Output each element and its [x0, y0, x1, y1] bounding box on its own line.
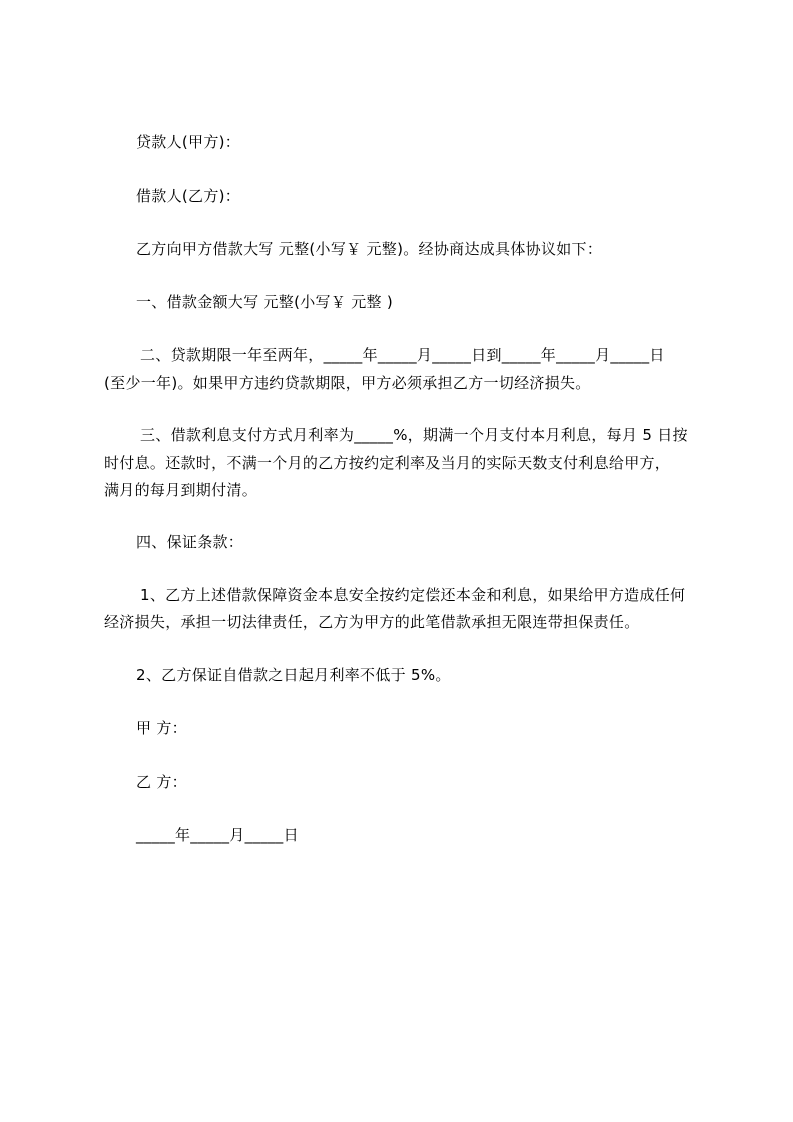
clause-4-item-1-line-2: 经济损失，承担一切法律责任，乙方为甲方的此笔借款承担无限连带担保责任。 — [104, 613, 640, 631]
signature-date: _____年_____月_____日 — [136, 826, 299, 844]
clause-4-item-2: 2、乙方保证自借款之日起月利率不低于 5%。 — [136, 666, 451, 684]
lender-label: 贷款人(甲方)： — [136, 133, 241, 151]
clause-3-line-1: 三、借款利息支付方式月利率为_____%，期满一个月支付本月利息，每月 5 日按 — [140, 426, 688, 444]
clause-3-line-2: 时付息。还款时，不满一个月的乙方按约定利率及当月的实际天数支付利息给甲方， — [104, 454, 671, 472]
intro-paragraph: 乙方向甲方借款大写 元整(小写￥ 元整)。经协商达成具体协议如下： — [136, 240, 603, 258]
clause-4-item-1-line-1: 1、乙方上述借款保障资金本息安全按约定偿还本金和利息，如果给甲方造成任何 — [140, 586, 686, 604]
clause-3-line-3: 满月的每月到期付清。 — [104, 481, 258, 499]
signature-party-a: 甲 方： — [136, 719, 187, 737]
clause-2-line-1: 二、贷款期限一年至两年，_____年_____月_____日到_____年_____月_____日 — [140, 346, 665, 364]
clause-4-title: 四、保证条款： — [136, 533, 244, 551]
clause-1: 一、借款金额大写 元整(小写￥ 元整 ) — [136, 293, 394, 311]
clause-2-line-2: (至少一年)。如果甲方违约贷款期限，甲方必须承担乙方一切经济损失。 — [104, 374, 591, 392]
signature-party-b: 乙 方： — [136, 773, 187, 791]
borrower-label: 借款人(乙方)： — [136, 187, 241, 205]
